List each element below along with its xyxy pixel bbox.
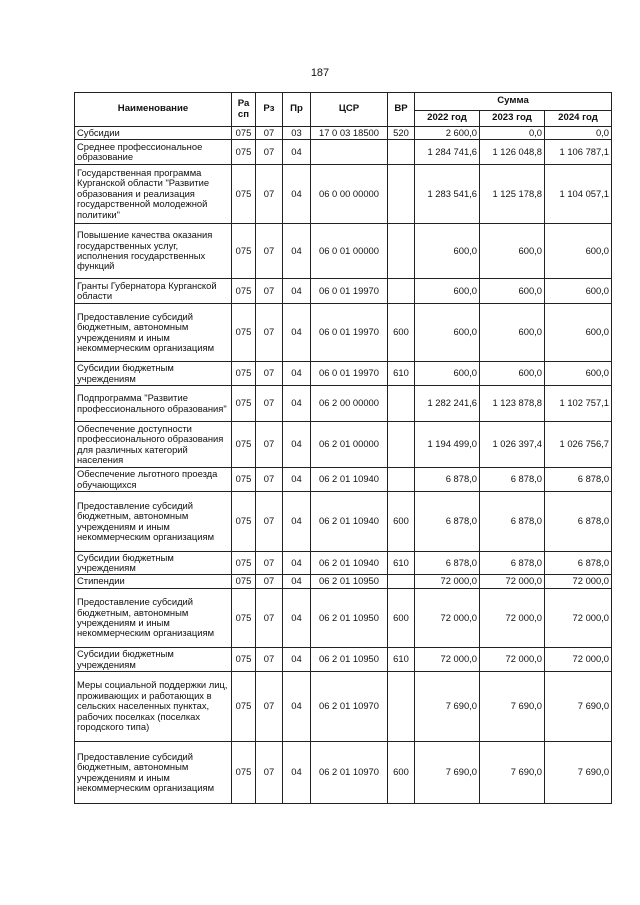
table-cell-vr: 600 — [388, 304, 415, 362]
table-cell-pr: 04 — [283, 492, 311, 552]
table-cell-2022: 1 282 241,6 — [415, 386, 480, 422]
table-cell-2023: 600,0 — [480, 279, 545, 304]
table-cell-rasp: 075 — [232, 165, 256, 224]
table-cell-name: Повышение качества оказания государственных услуг, исполнения государственных функций — [75, 224, 232, 279]
table-cell-2023: 6 878,0 — [480, 468, 545, 492]
table-cell-csr — [311, 140, 388, 165]
table-cell-rasp: 075 — [232, 386, 256, 422]
table-cell-rasp: 075 — [232, 492, 256, 552]
table-cell-pr: 04 — [283, 224, 311, 279]
header-vr: ВР — [388, 93, 415, 127]
table-cell-csr: 06 2 01 10950 — [311, 589, 388, 648]
table-cell-rasp: 075 — [232, 575, 256, 589]
table-cell-vr — [388, 422, 415, 468]
table-cell-csr: 06 2 01 10970 — [311, 672, 388, 742]
table-cell-rz: 07 — [256, 742, 283, 804]
table-cell-pr: 03 — [283, 127, 311, 140]
table-cell-csr: 06 0 01 19970 — [311, 362, 388, 386]
table-cell-2024: 7 690,0 — [545, 672, 612, 742]
table-cell-pr: 04 — [283, 362, 311, 386]
table-row — [75, 279, 612, 304]
table-cell-vr — [388, 224, 415, 279]
table-cell-name: Обеспечение доступности профессионального образования для различных категорий населения — [75, 422, 232, 468]
table-cell-2024: 7 690,0 — [545, 742, 612, 804]
table-row — [75, 304, 612, 362]
table-cell-name: Субсидии бюджетным учреждениям — [75, 648, 232, 672]
table-cell-csr: 06 2 01 10950 — [311, 575, 388, 589]
table-row — [75, 742, 612, 804]
table-cell-rasp: 075 — [232, 672, 256, 742]
table-row — [75, 386, 612, 422]
table-cell-2023: 600,0 — [480, 304, 545, 362]
table-cell-name: Субсидии бюджетным учреждениям — [75, 552, 232, 575]
table-cell-2024: 6 878,0 — [545, 468, 612, 492]
table-cell-csr: 06 2 01 00000 — [311, 422, 388, 468]
table-row — [75, 422, 612, 468]
table-cell-2023: 600,0 — [480, 362, 545, 386]
table-cell-name: Предоставление субсидий бюджетным, автономным учреждениям и иным некоммерческим организациям — [75, 589, 232, 648]
table-cell-2022: 2 600,0 — [415, 127, 480, 140]
table-cell-pr: 04 — [283, 422, 311, 468]
table-cell-rz: 07 — [256, 648, 283, 672]
table-cell-csr: 06 2 01 10940 — [311, 468, 388, 492]
table-row — [75, 589, 612, 648]
table-cell-2023: 1 123 878,8 — [480, 386, 545, 422]
table-cell-name: Субсидии — [75, 127, 232, 140]
table-cell-csr: 06 2 01 10940 — [311, 492, 388, 552]
table-cell-vr — [388, 672, 415, 742]
table-cell-2023: 1 026 397,4 — [480, 422, 545, 468]
table-cell-name: Меры социальной поддержки лиц, проживающих и работающих в сельских населенных пунктах, рабочих поселках (поселках городского типа) — [75, 672, 232, 742]
table-cell-vr: 600 — [388, 589, 415, 648]
table-cell-rz: 07 — [256, 422, 283, 468]
table-cell-2022: 72 000,0 — [415, 589, 480, 648]
table-cell-2024: 600,0 — [545, 279, 612, 304]
table-cell-rz: 07 — [256, 672, 283, 742]
table-cell-rasp: 075 — [232, 140, 256, 165]
table-row — [75, 575, 612, 589]
table-cell-2022: 7 690,0 — [415, 672, 480, 742]
table-cell-name: Среднее профессиональное образование — [75, 140, 232, 165]
table-cell-rz: 07 — [256, 386, 283, 422]
table-cell-rasp: 075 — [232, 648, 256, 672]
table-cell-2022: 6 878,0 — [415, 492, 480, 552]
table-row — [75, 468, 612, 492]
header-sum: Сумма — [415, 93, 612, 111]
table-cell-2024: 1 104 057,1 — [545, 165, 612, 224]
table-cell-name: Предоставление субсидий бюджетным, автономным учреждениям и иным некоммерческим организациям — [75, 742, 232, 804]
table-cell-vr — [388, 165, 415, 224]
table-cell-csr: 06 2 00 00000 — [311, 386, 388, 422]
table-cell-rz: 07 — [256, 224, 283, 279]
table-cell-pr: 04 — [283, 742, 311, 804]
table-cell-2023: 1 126 048,8 — [480, 140, 545, 165]
table-row — [75, 648, 612, 672]
table-cell-rz: 07 — [256, 362, 283, 386]
table-cell-2022: 1 194 499,0 — [415, 422, 480, 468]
table-cell-pr: 04 — [283, 279, 311, 304]
table-cell-rz: 07 — [256, 492, 283, 552]
budget-table — [74, 92, 612, 804]
table-cell-2024: 72 000,0 — [545, 589, 612, 648]
table-cell-2023: 72 000,0 — [480, 589, 545, 648]
table-cell-vr: 600 — [388, 492, 415, 552]
table-cell-rasp: 075 — [232, 589, 256, 648]
table-cell-2023: 7 690,0 — [480, 742, 545, 804]
header-pr: Пр — [283, 93, 311, 127]
table-cell-name: Предоставление субсидий бюджетным, автономным учреждениям и иным некоммерческим организациям — [75, 492, 232, 552]
table-cell-name: Предоставление субсидий бюджетным, автономным учреждениям и иным некоммерческим организациям — [75, 304, 232, 362]
table-cell-2024: 1 026 756,7 — [545, 422, 612, 468]
table-cell-2022: 1 284 741,6 — [415, 140, 480, 165]
table-cell-vr — [388, 386, 415, 422]
header-rz: Рз — [256, 93, 283, 127]
table-cell-vr: 520 — [388, 127, 415, 140]
header-year-2023: 2023 год — [480, 111, 545, 127]
table-cell-vr — [388, 279, 415, 304]
page-number: 187 — [310, 67, 330, 79]
table-cell-pr: 04 — [283, 386, 311, 422]
table-cell-csr: 06 2 01 10950 — [311, 648, 388, 672]
table-cell-vr: 600 — [388, 742, 415, 804]
table-cell-rasp: 075 — [232, 742, 256, 804]
table-cell-csr: 17 0 03 18500 — [311, 127, 388, 140]
table-cell-2023: 600,0 — [480, 224, 545, 279]
table-cell-rz: 07 — [256, 589, 283, 648]
table-cell-2024: 6 878,0 — [545, 552, 612, 575]
table-cell-2023: 1 125 178,8 — [480, 165, 545, 224]
table-row — [75, 362, 612, 386]
table-cell-2022: 72 000,0 — [415, 648, 480, 672]
table-cell-2024: 6 878,0 — [545, 492, 612, 552]
table-cell-rasp: 075 — [232, 127, 256, 140]
header-rasp: Ра сп — [232, 93, 256, 127]
table-cell-2022: 1 283 541,6 — [415, 165, 480, 224]
table-cell-csr: 06 2 01 10970 — [311, 742, 388, 804]
table-row — [75, 224, 612, 279]
table-cell-2024: 600,0 — [545, 304, 612, 362]
table-cell-csr: 06 0 01 19970 — [311, 304, 388, 362]
table-cell-rz: 07 — [256, 279, 283, 304]
table-row — [75, 140, 612, 165]
table-cell-csr: 06 0 01 00000 — [311, 224, 388, 279]
table-cell-2023: 6 878,0 — [480, 552, 545, 575]
table-cell-pr: 04 — [283, 575, 311, 589]
table-cell-csr: 06 0 01 19970 — [311, 279, 388, 304]
table-cell-vr — [388, 140, 415, 165]
header-csr: ЦСР — [311, 93, 388, 127]
table-cell-vr: 610 — [388, 552, 415, 575]
table-cell-2023: 7 690,0 — [480, 672, 545, 742]
table-cell-name: Государственная программа Курганской области "Развитие образования и реализация государственной молодежной политики" — [75, 165, 232, 224]
table-cell-2022: 7 690,0 — [415, 742, 480, 804]
table-cell-name: Гранты Губернатора Курганской области — [75, 279, 232, 304]
table-cell-name: Подпрограмма "Развитие профессионального образования" — [75, 386, 232, 422]
table-cell-2023: 72 000,0 — [480, 575, 545, 589]
table-cell-vr: 610 — [388, 362, 415, 386]
header-name: Наименование — [75, 93, 232, 127]
table-cell-rz: 07 — [256, 468, 283, 492]
table-cell-pr: 04 — [283, 165, 311, 224]
table-cell-pr: 04 — [283, 140, 311, 165]
table-cell-2024: 600,0 — [545, 224, 612, 279]
table-cell-rz: 07 — [256, 552, 283, 575]
table-cell-2023: 72 000,0 — [480, 648, 545, 672]
table-cell-csr: 06 0 00 00000 — [311, 165, 388, 224]
table-row — [75, 127, 612, 140]
table-cell-rz: 07 — [256, 165, 283, 224]
table-cell-pr: 04 — [283, 648, 311, 672]
table-cell-2024: 600,0 — [545, 362, 612, 386]
table-cell-rz: 07 — [256, 575, 283, 589]
table-cell-2024: 72 000,0 — [545, 575, 612, 589]
table-cell-2022: 600,0 — [415, 304, 480, 362]
table-cell-vr — [388, 468, 415, 492]
table-cell-2022: 6 878,0 — [415, 552, 480, 575]
table-cell-rasp: 075 — [232, 224, 256, 279]
table-cell-pr: 04 — [283, 672, 311, 742]
header-year-2024: 2024 год — [545, 111, 612, 127]
table-cell-csr: 06 2 01 10940 — [311, 552, 388, 575]
table-cell-name: Стипендии — [75, 575, 232, 589]
table-cell-2022: 600,0 — [415, 362, 480, 386]
table-cell-pr: 04 — [283, 552, 311, 575]
table-cell-rz: 07 — [256, 304, 283, 362]
table-cell-2022: 6 878,0 — [415, 468, 480, 492]
table-cell-rz: 07 — [256, 127, 283, 140]
table-row — [75, 552, 612, 575]
table-cell-2022: 72 000,0 — [415, 575, 480, 589]
table-cell-2024: 1 102 757,1 — [545, 386, 612, 422]
table-cell-name: Субсидии бюджетным учреждениям — [75, 362, 232, 386]
table-cell-2024: 72 000,0 — [545, 648, 612, 672]
table-cell-rasp: 075 — [232, 362, 256, 386]
table-cell-vr — [388, 575, 415, 589]
table-cell-2022: 600,0 — [415, 224, 480, 279]
table-cell-2022: 600,0 — [415, 279, 480, 304]
table-row — [75, 165, 612, 224]
table-cell-rasp: 075 — [232, 552, 256, 575]
table-cell-pr: 04 — [283, 304, 311, 362]
table-cell-2024: 1 106 787,1 — [545, 140, 612, 165]
table-cell-2023: 0,0 — [480, 127, 545, 140]
table-cell-rasp: 075 — [232, 468, 256, 492]
table-cell-pr: 04 — [283, 468, 311, 492]
table-cell-rasp: 075 — [232, 304, 256, 362]
table-cell-name: Обеспечение льготного проезда обучающихся — [75, 468, 232, 492]
table-cell-pr: 04 — [283, 589, 311, 648]
table-cell-rasp: 075 — [232, 422, 256, 468]
table-cell-rz: 07 — [256, 140, 283, 165]
table-row — [75, 492, 612, 552]
table-row — [75, 672, 612, 742]
header-year-2022: 2022 год — [415, 111, 480, 127]
table-cell-2023: 6 878,0 — [480, 492, 545, 552]
table-cell-vr: 610 — [388, 648, 415, 672]
table-cell-rasp: 075 — [232, 279, 256, 304]
table-cell-2024: 0,0 — [545, 127, 612, 140]
